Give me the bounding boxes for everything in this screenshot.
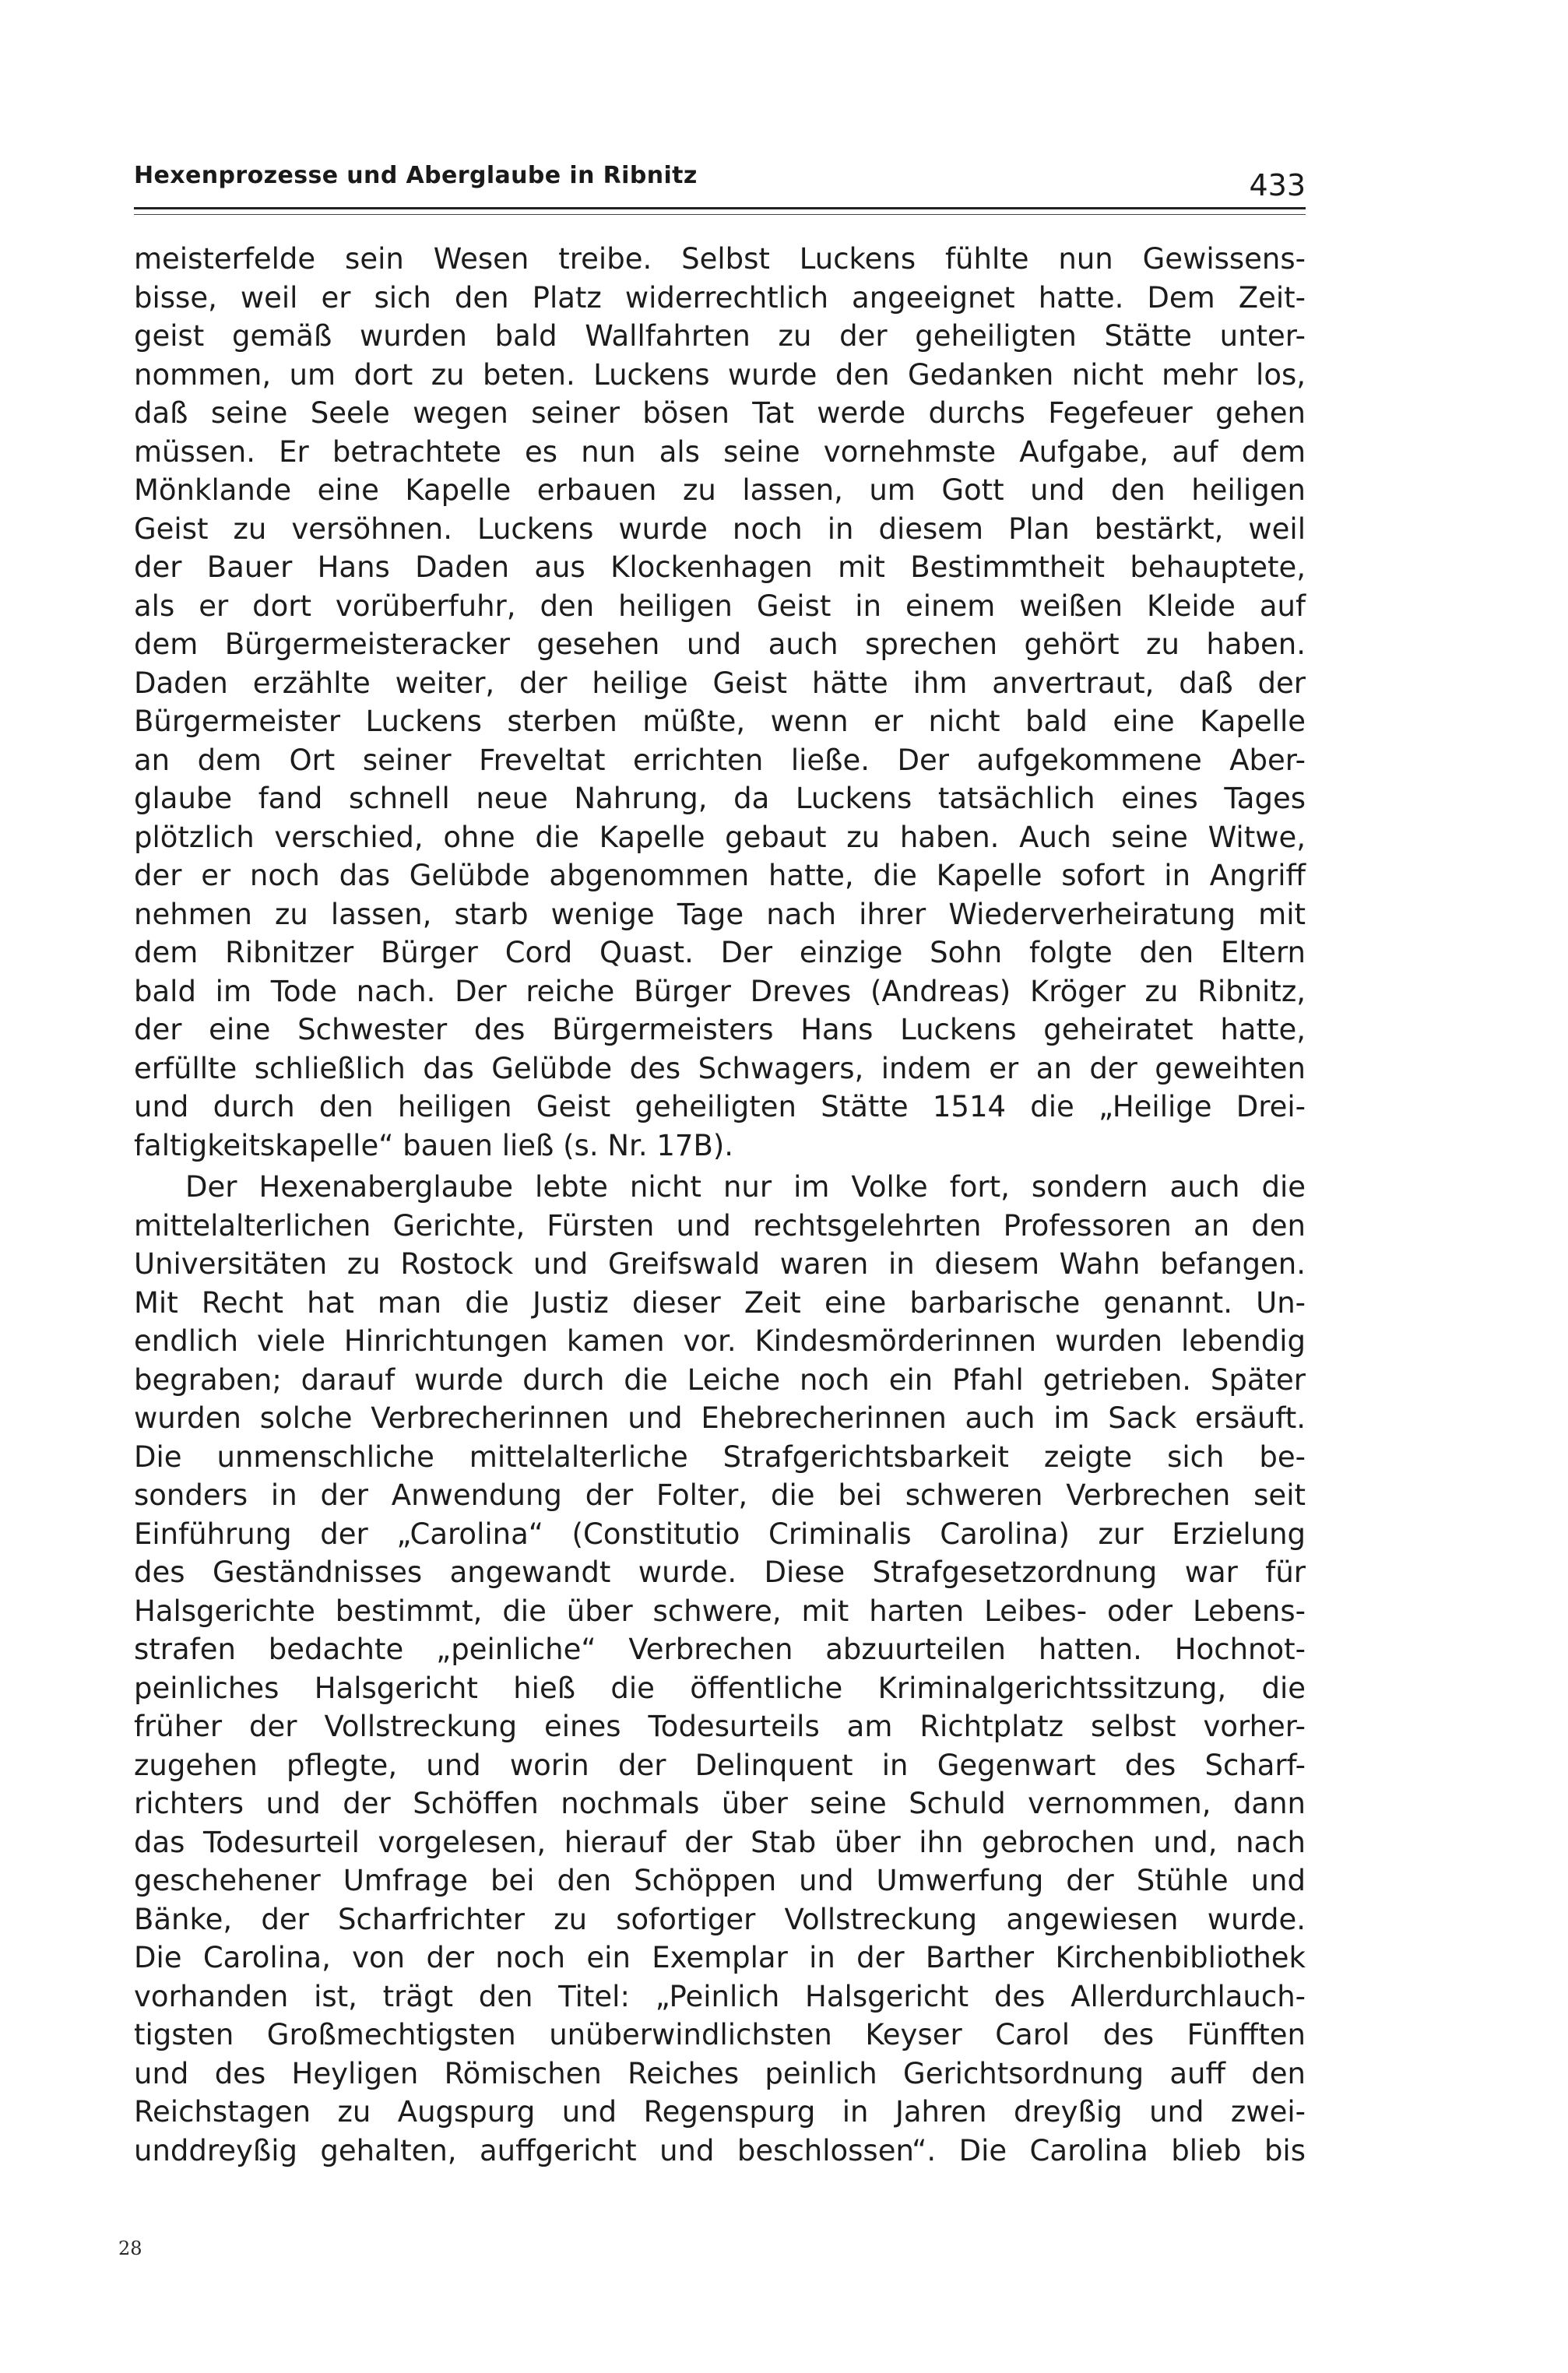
text-line: peinliches Halsgericht hieß die öffentliche Kriminalgerichtssitzung, die <box>134 1671 1306 1705</box>
text-line: nommen, um dort zu beten. Luckens wurde den Gedanken nicht mehr los, <box>134 357 1306 392</box>
text-line: dem Ribnitzer Bürger Cord Quast. Der einzige Sohn folgte den Eltern <box>134 936 1306 969</box>
text-line: strafen bedachte „peinliche“ Verbrechen abzuurteilen hatten. Hochnot- <box>134 1633 1306 1666</box>
text-line: erfüllte schließlich das Gelübde des Schwagers, indem er an der geweihten <box>134 1051 1306 1085</box>
text-line: geist gemäß wurden bald Wallfahrten zu der geheiligten Stätte unter- <box>134 319 1306 353</box>
text-line: meisterfelde sein Wesen treibe. Selbst Luckens fühlte nun Gewissens- <box>134 242 1306 276</box>
text-line: an dem Ort seiner Freveltat errichten ließe. Der aufgekommene Aber- <box>134 743 1306 777</box>
text-line: Universitäten zu Rostock und Greifswald waren in diesem Wahn befangen. <box>134 1247 1306 1281</box>
text-line: Mönklande eine Kapelle erbauen zu lassen, um Gott und den heiligen <box>134 473 1306 507</box>
text-line: Die unmenschliche mittelalterliche Strafgerichtsbarkeit zeigte sich be- <box>134 1440 1306 1474</box>
text-line: dem Bürgermeisteracker gesehen und auch sprechen gehört zu haben. <box>134 628 1306 661</box>
text-line: unddreyßig gehalten, auffgericht und beschlossen“. Die Carolina blieb bis <box>134 2133 1306 2167</box>
text-line: Mit Recht hat man die Justiz dieser Zeit eine barbarische genannt. Un- <box>134 1285 1306 1320</box>
text-line: bisse, weil er sich den Platz widerrechtlich angeeignet hatte. Dem Zeit- <box>134 280 1306 315</box>
text-line: richters und der Schöffen nochmals über seine Schuld vernommen, dann <box>134 1787 1306 1820</box>
text-line: bald im Tode nach. Der reiche Bürger Dreves (Andreas) Kröger zu Ribnitz, <box>134 974 1306 1008</box>
text-line: begraben; darauf wurde durch die Leiche noch ein Pfahl getrieben. Später <box>134 1362 1306 1397</box>
text-line: das Todesurteil vorgelesen, hierauf der Stab über ihn gebrochen und, nach <box>134 1825 1306 1859</box>
text-line: und des Heyligen Römischen Reiches peinlich Gerichtsordnung auff den <box>134 2056 1306 2090</box>
text-line: der Bauer Hans Daden aus Klockenhagen mit Bestimmtheit behauptete, <box>134 550 1306 584</box>
text-line: Halsgerichte bestimmt, die über schwere, mit harten Leibes- oder Lebens- <box>134 1594 1306 1628</box>
text-line: zugehen pflegte, und worin der Delinquent in Gegenwart des Scharf- <box>134 1748 1306 1782</box>
text-line: der eine Schwester des Bürgermeisters Hans Luckens geheiratet hatte, <box>134 1013 1306 1046</box>
text-line: faltigkeitskapelle“ bauen ließ (s. Nr. 17B). <box>134 1128 734 1162</box>
text-line: Einführung der „Carolina“ (Constitutio Criminalis Carolina) zur Erzielung <box>134 1517 1306 1551</box>
text-line: früher der Vollstreckung eines Todesurteils am Richtplatz selbst vorher- <box>134 1710 1306 1743</box>
header-rule-thick <box>134 207 1306 209</box>
text-line: geschehener Umfrage bei den Schöppen und Umwerfung der Stühle und <box>134 1864 1306 1897</box>
body-text <box>134 240 1306 2170</box>
text-line: sonders in der Anwendung der Folter, die bei schweren Verbrechen seit <box>134 1478 1306 1512</box>
text-line: Reichstagen zu Augspurg und Regenspurg in Jahren dreyßig und zwei- <box>134 2095 1306 2129</box>
text-line: und durch den heiligen Geist geheiligten Stätte 1514 die „Heilige Drei- <box>134 1090 1306 1123</box>
text-line: nehmen zu lassen, starb wenige Tage nach ihrer Wiederverheiratung mit <box>134 897 1306 931</box>
running-head <box>134 162 1306 209</box>
paragraph <box>134 240 1306 1165</box>
text-line: tigsten Großmechtigsten unüberwindlichsten Keyser Carol des Fünfften <box>134 2018 1306 2051</box>
text-line: plötzlich verschied, ohne die Kapelle gebaut zu haben. Auch seine Witwe, <box>134 820 1306 854</box>
text-line: endlich viele Hinrichtungen kamen vor. Kindesmörderinnen wurden lebendig <box>134 1324 1306 1358</box>
page-number: 433 <box>1249 168 1306 202</box>
text-line: Bänke, der Scharfrichter zu sofortiger Vollstreckung angewiesen wurde. <box>134 1902 1306 1936</box>
text-line: des Geständnisses angewandt wurde. Diese Strafgesetzordnung war für <box>134 1556 1306 1589</box>
text-line: mittelalterlichen Gerichte, Fürsten und rechtsgelehrten Professoren an den <box>134 1208 1306 1243</box>
text-line: Daden erzählte weiter, der heilige Geist hätte ihm anvertraut, daß der <box>134 666 1306 700</box>
header-rule-thin <box>134 214 1306 215</box>
text-line: wurden solche Verbrecherinnen und Ehebrecherinnen auch im Sack ersäuft. <box>134 1401 1306 1435</box>
text-line: Der Hexenaberglaube lebte nicht nur im Volke fort, sondern auch die <box>185 1170 1306 1204</box>
running-head-title: Hexenprozesse und Aberglaube in Ribnitz <box>134 162 698 189</box>
paragraph <box>134 1168 1306 2170</box>
text-line: als er dort vorüberfuhr, den heiligen Geist in einem weißen Kleide auf <box>134 589 1306 623</box>
text-line: müssen. Er betrachtete es nun als seine vornehmste Aufgabe, auf dem <box>134 434 1306 469</box>
text-line: Geist zu versöhnen. Luckens wurde noch in diesem Plan bestärkt, weil <box>134 512 1306 546</box>
text-line: vorhanden ist, trägt den Titel: „Peinlich Halsgericht des Allerdurchlauch- <box>134 1979 1306 2013</box>
text-line: daß seine Seele wegen seiner bösen Tat werde durchs Fegefeuer gehen <box>134 396 1306 430</box>
signature-mark: 28 <box>118 2238 142 2259</box>
text-line: glaube fand schnell neue Nahrung, da Luckens tatsächlich eines Tages <box>134 782 1306 815</box>
text-line: Die Carolina, von der noch ein Exemplar in der Barther Kirchenbibliothek <box>134 1941 1306 1974</box>
text-line: der er noch das Gelübde abgenommen hatte, die Kapelle sofort in Angriff <box>134 859 1306 892</box>
text-line: Bürgermeister Luckens sterben müßte, wenn er nicht bald eine Kapelle <box>134 705 1306 738</box>
